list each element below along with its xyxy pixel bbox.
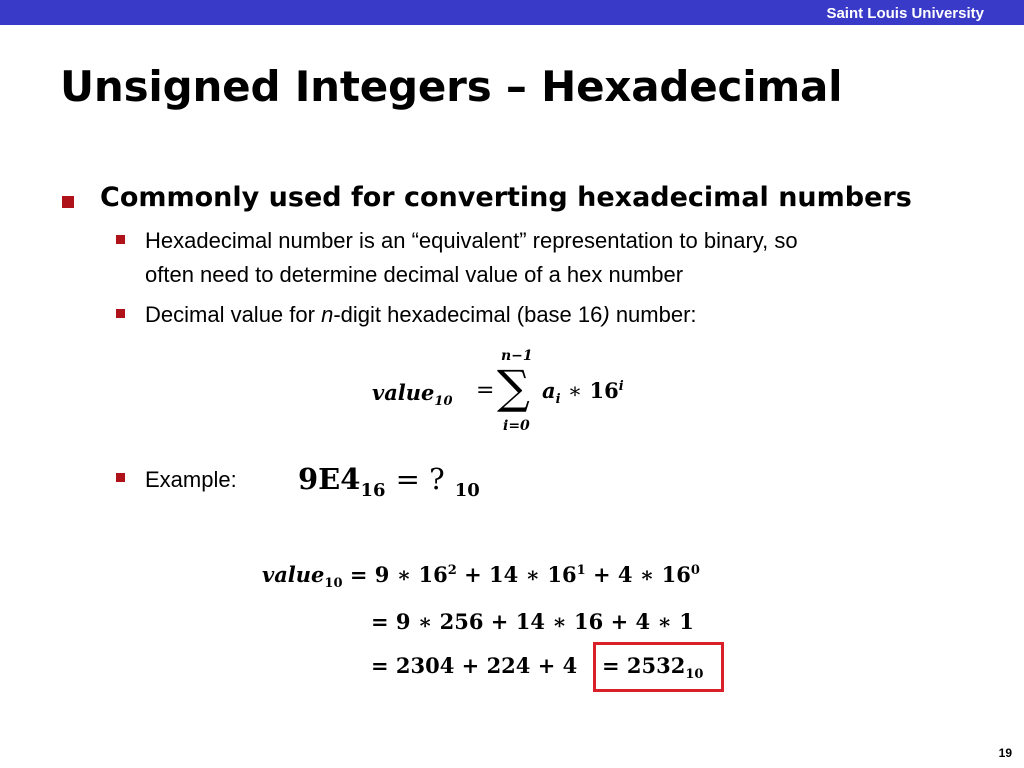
step-line-3: = 2304 + 224 + 4 (371, 653, 578, 678)
step1-part3: + 4 ∗ 16 (585, 562, 691, 587)
result-value: = 2532 (602, 653, 686, 678)
example-label: Example: (145, 467, 237, 492)
formula-base: 16 (589, 378, 619, 403)
example-target-base: 10 (454, 479, 480, 501)
step1-exp3: 0 (690, 563, 700, 578)
formula-a-sub: i (555, 392, 561, 408)
example-expression (298, 462, 480, 501)
step1-sub: 10 (324, 576, 343, 592)
page-number: 19 (998, 746, 1012, 760)
sub-bullet-2-post: number: (609, 302, 697, 327)
bullet-square-icon (62, 196, 74, 208)
sigma-lower: i=0 (503, 418, 530, 434)
formula-lhs (372, 380, 453, 409)
sub-bullet-2-pre: Decimal value for (145, 302, 322, 327)
step-line-1 (262, 562, 700, 591)
step1-lhs: value (262, 562, 325, 587)
example-rest: = ? (395, 462, 445, 496)
step-result (602, 653, 703, 682)
sub-bullet-1-line2: often need to determine decimal value of a hex number (145, 262, 684, 287)
formula-value-word: value (372, 380, 435, 405)
university-name: Saint Louis University (826, 5, 984, 22)
formula-equals: = (476, 378, 495, 403)
sub-bullet-icon (116, 235, 125, 244)
main-bullet-text: Commonly used for converting hexadecimal numbers (100, 182, 912, 213)
step1-part2: + 14 ∗ 16 (456, 562, 577, 587)
sub-bullet-1-line1: Hexadecimal number is an “equivalent” representation to binary, so (145, 228, 798, 253)
sub-bullet-1 (145, 224, 798, 292)
sub-bullet-2-paren: ) (602, 302, 610, 327)
formula-times: ∗ (567, 379, 583, 403)
sub-bullet-icon (116, 473, 125, 482)
formula-a: a (542, 378, 556, 403)
formula-exp: i (618, 379, 624, 394)
step-line-2: = 9 ∗ 256 + 14 ∗ 16 + 4 ∗ 1 (371, 609, 694, 634)
sub-bullet-2-mid: -digit hexadecimal (base 16 (333, 302, 603, 327)
header-bar (0, 0, 1024, 25)
example-number: 9E4 (298, 462, 361, 496)
sigma-icon: ∑ (497, 360, 530, 414)
step1-exp1: 2 (447, 563, 457, 578)
formula-sub: 10 (434, 394, 453, 410)
summation-formula (372, 342, 642, 442)
sub-bullet-icon (116, 309, 125, 318)
sub-bullet-2-n: n (321, 302, 334, 327)
formula-rhs (542, 378, 624, 407)
result-sub: 10 (685, 667, 704, 683)
sub-bullet-2 (145, 298, 697, 332)
step1-part1: = 9 ∗ 16 (349, 562, 448, 587)
sigma-upper: n−1 (501, 348, 533, 364)
example-base: 16 (360, 479, 386, 501)
step1-exp2: 1 (576, 563, 586, 578)
slide-title: Unsigned Integers – Hexadecimal (60, 62, 843, 111)
